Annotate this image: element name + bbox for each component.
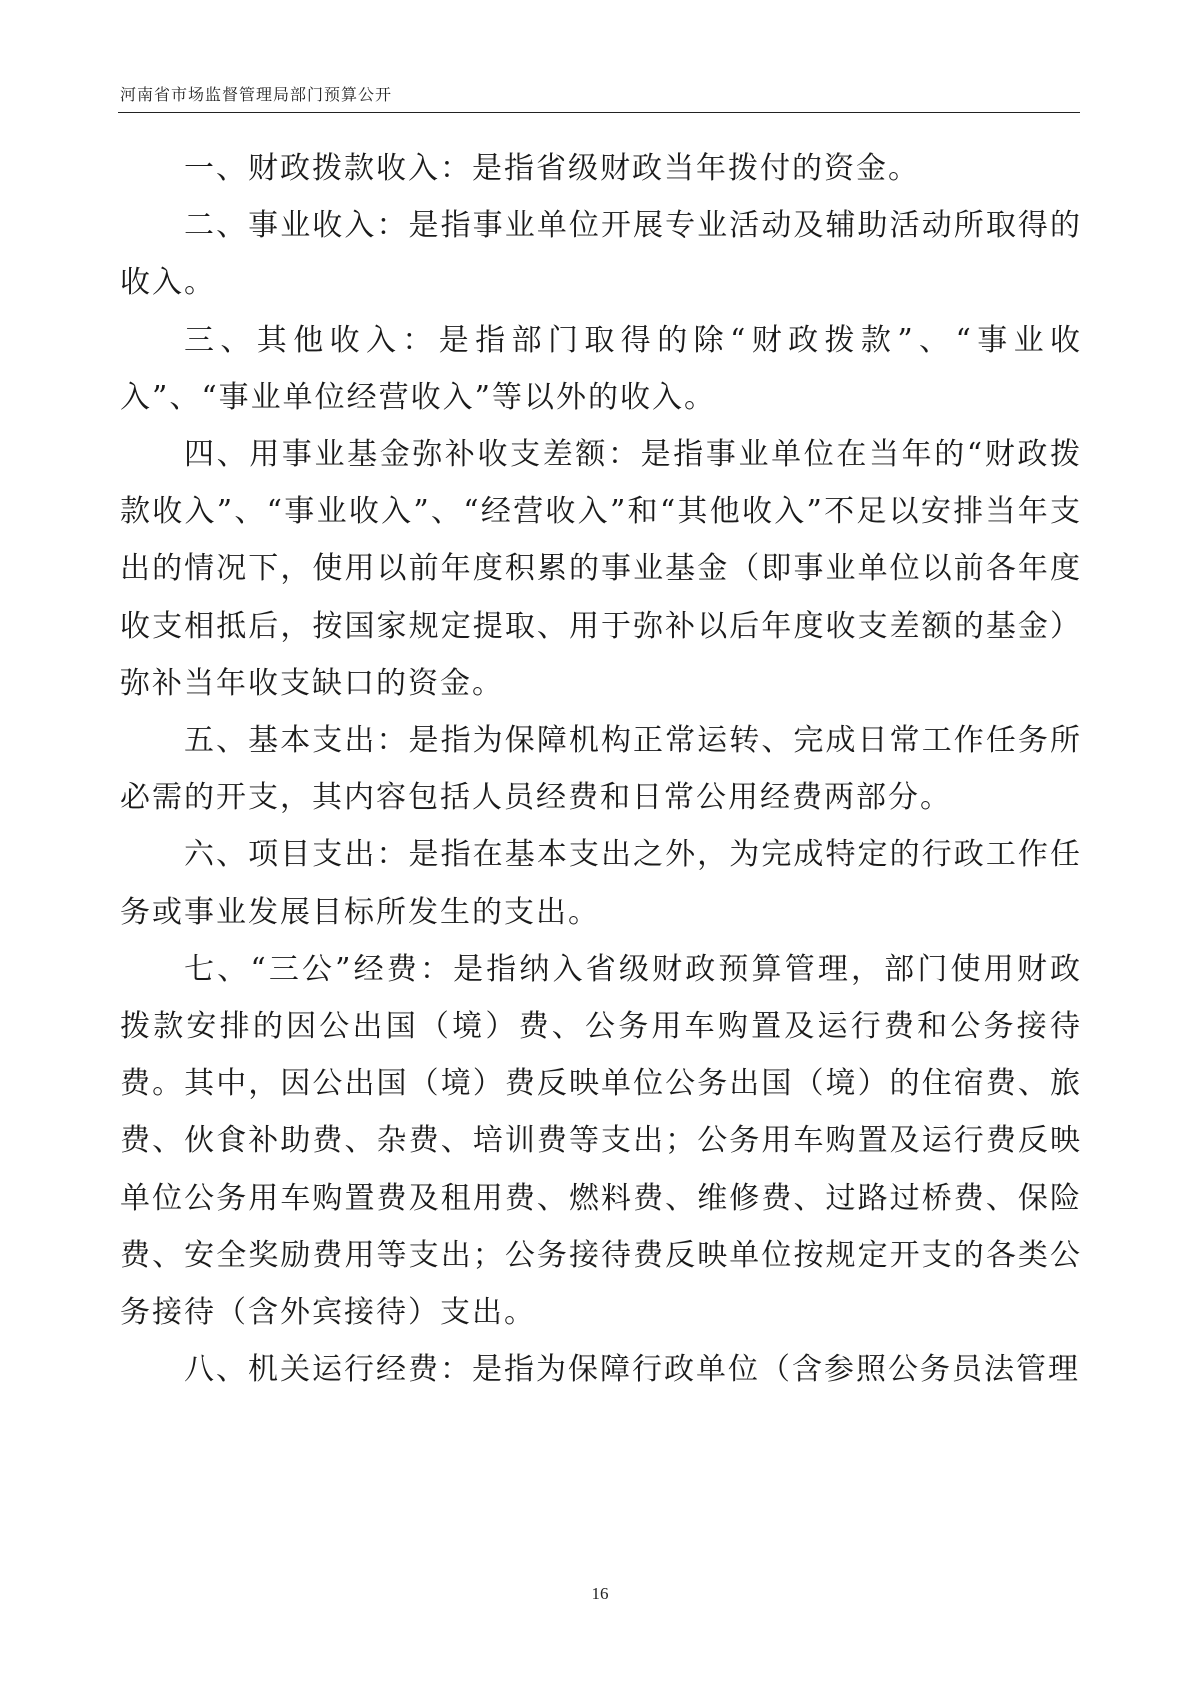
paragraph-other-income: 三、其他收入：是指部门取得的除“财政拨款”、“事业收入”、“事业单位经营收入”等以外的收入。 — [120, 322, 1082, 415]
paragraph-basic-expenditure: 五、基本支出：是指为保障机构正常运转、完成日常工作任务所必需的开支，其内容包括人员经费和日常公用经费两部分。 — [120, 723, 1082, 816]
paragraph-business-income: 二、事业收入：是指事业单位开展专业活动及辅助活动所取得的收入。 — [120, 208, 1082, 301]
header-title: 河南省市场监督管理局部门预算公开 — [120, 85, 393, 104]
paragraph-three-public-expenses: 七、“三公”经费：是指纳入省级财政预算管理，部门使用财政拨款安排的因公出国（境）费、公务用车购置及运行费和公务接待费。其中，因公出国（境）费反映单位公务出国（境）的住宿费、旅费、伙食补助费、杂费、培训费等支出；公务用车购置及运行费反映单位公务用车购置费及租用费、燃料费、维修费、过路过桥费、保险费、安全奖励费用等支出；公务接待费反映单位按规定开支的各类公务接待（含外宾接待）支出。 — [120, 951, 1082, 1331]
page-number: 16 — [591, 1584, 609, 1603]
paragraph-agency-operating-expenses: 八、机关运行经费：是指为保障行政单位（含参照公务员法管理 — [184, 1352, 1080, 1388]
page-header — [118, 80, 1080, 113]
paragraph-fiscal-appropriation-income: 一、财政拨款收入：是指省级财政当年拨付的资金。 — [184, 151, 920, 186]
document-body — [120, 140, 1082, 1398]
paragraph-business-fund-balance: 四、用事业基金弥补收支差额：是指事业单位在当年的“财政拨款收入”、“事业收入”、“经营收入”和“其他收入”不足以安排当年支出的情况下，使用以前年度积累的事业基金（即事业单位以前各年度收支相抵后，按国家规定提取、用于弥补以后年度收支差额的基金）弥补当年收支缺口的资金。 — [120, 437, 1082, 701]
paragraph-project-expenditure: 六、项目支出：是指在基本支出之外，为完成特定的行政工作任务或事业发展目标所发生的支出。 — [120, 837, 1082, 930]
